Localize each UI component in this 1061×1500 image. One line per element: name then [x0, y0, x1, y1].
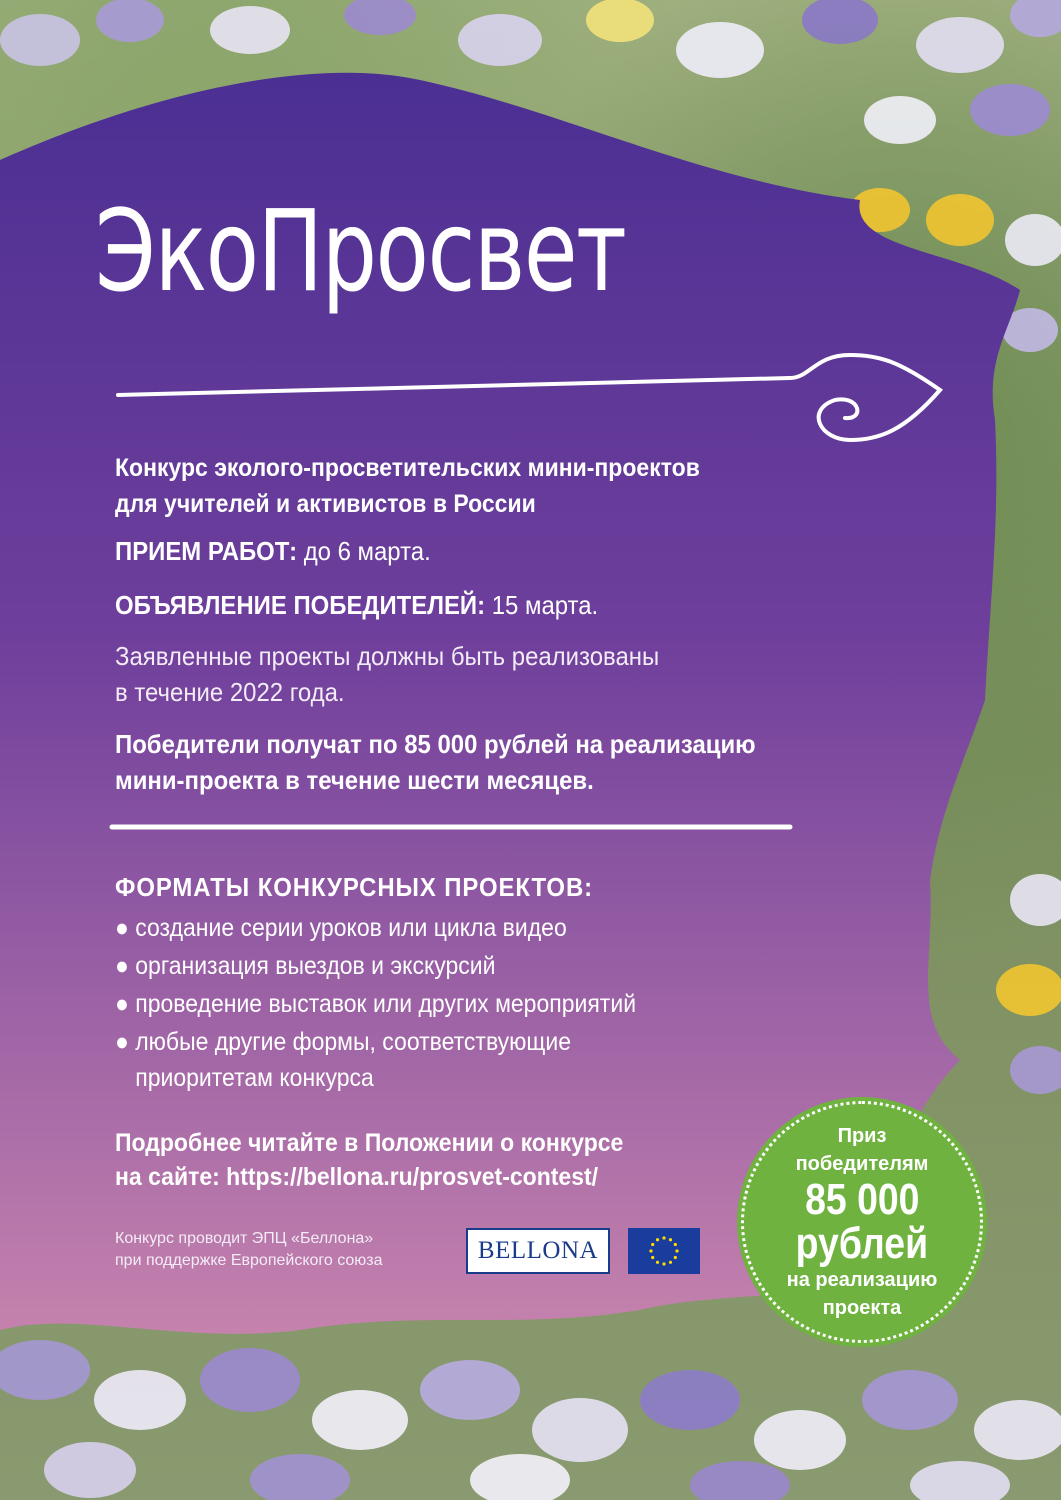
more-info-link[interactable]: на сайте: https://bellona.ru/prosvet-contest/: [115, 1163, 599, 1191]
deadline-value: до 6 марта.: [297, 536, 431, 566]
lead-line-2: для учителей и активистов в России: [115, 490, 536, 518]
note-line-2: в течение 2022 года.: [115, 677, 345, 707]
deadline-row: [115, 534, 833, 568]
deadline-label: ПРИЕМ РАБОТ:: [115, 536, 298, 566]
organizer-text: [115, 1228, 383, 1272]
winners-label: ОБЪЯВЛЕНИЕ ПОБЕДИТЕЛЕЙ:: [115, 590, 486, 620]
list-item: ● проведение выставок или других мероприятий: [115, 986, 636, 1022]
bullet-icon: ●: [115, 990, 129, 1018]
list-item: ● создание серии уроков или цикла видео: [115, 910, 636, 946]
lead-text: [115, 450, 814, 522]
winners-value: 15 марта.: [485, 590, 599, 620]
badge-line-1: Приз: [837, 1125, 887, 1147]
list-item: ● любые другие формы, соответствующие приоритетам конкурса: [115, 1024, 636, 1096]
org-line-1: Конкурс проводит ЭПЦ «Беллона»: [115, 1230, 374, 1247]
poster-title: ЭкоПросвет: [95, 187, 626, 317]
bullet-icon: ●: [115, 1028, 129, 1056]
note-line-1: Заявленные проекты должны быть реализованы: [115, 641, 660, 671]
more-info: [115, 1126, 623, 1194]
badge-amount: 85 000: [804, 1175, 920, 1224]
badge-dotted-ring: [741, 1101, 983, 1343]
org-line-2: при поддержке Европейского союза: [115, 1252, 383, 1269]
badge-currency: рублей: [795, 1219, 929, 1268]
eu-flag-icon: [628, 1228, 700, 1274]
formats-heading: ФОРМАТЫ КОНКУРСНЫХ ПРОЕКТОВ:: [115, 872, 594, 902]
badge-line-3: на реализацию: [786, 1269, 938, 1291]
list-item-continuation: приоритетам конкурса: [135, 1064, 374, 1092]
bullet-icon: ●: [115, 914, 129, 942]
formats-list: [115, 910, 636, 1098]
prize-line-2: мини-проекта в течение шести месяцев.: [115, 765, 594, 795]
badge-line-2: победителям: [795, 1153, 929, 1175]
lead-line-1: Конкурс эколого-просветительских мини-проектов: [115, 454, 700, 482]
bellona-logo: [466, 1228, 610, 1274]
prize-line-1: Победители получат по 85 000 рублей на реализацию: [115, 729, 756, 759]
winners-row: [115, 588, 833, 622]
bullet-icon: ●: [115, 952, 129, 980]
bellona-logo-text: BELLONA: [477, 1237, 599, 1264]
badge-line-4: проекта: [822, 1297, 902, 1319]
implementation-note: [115, 638, 833, 710]
prize-statement: [115, 726, 851, 798]
list-item: ● организация выездов и экскурсий: [115, 948, 636, 984]
more-line-1: Подробнее читайте в Положении о конкурсе: [115, 1129, 624, 1157]
